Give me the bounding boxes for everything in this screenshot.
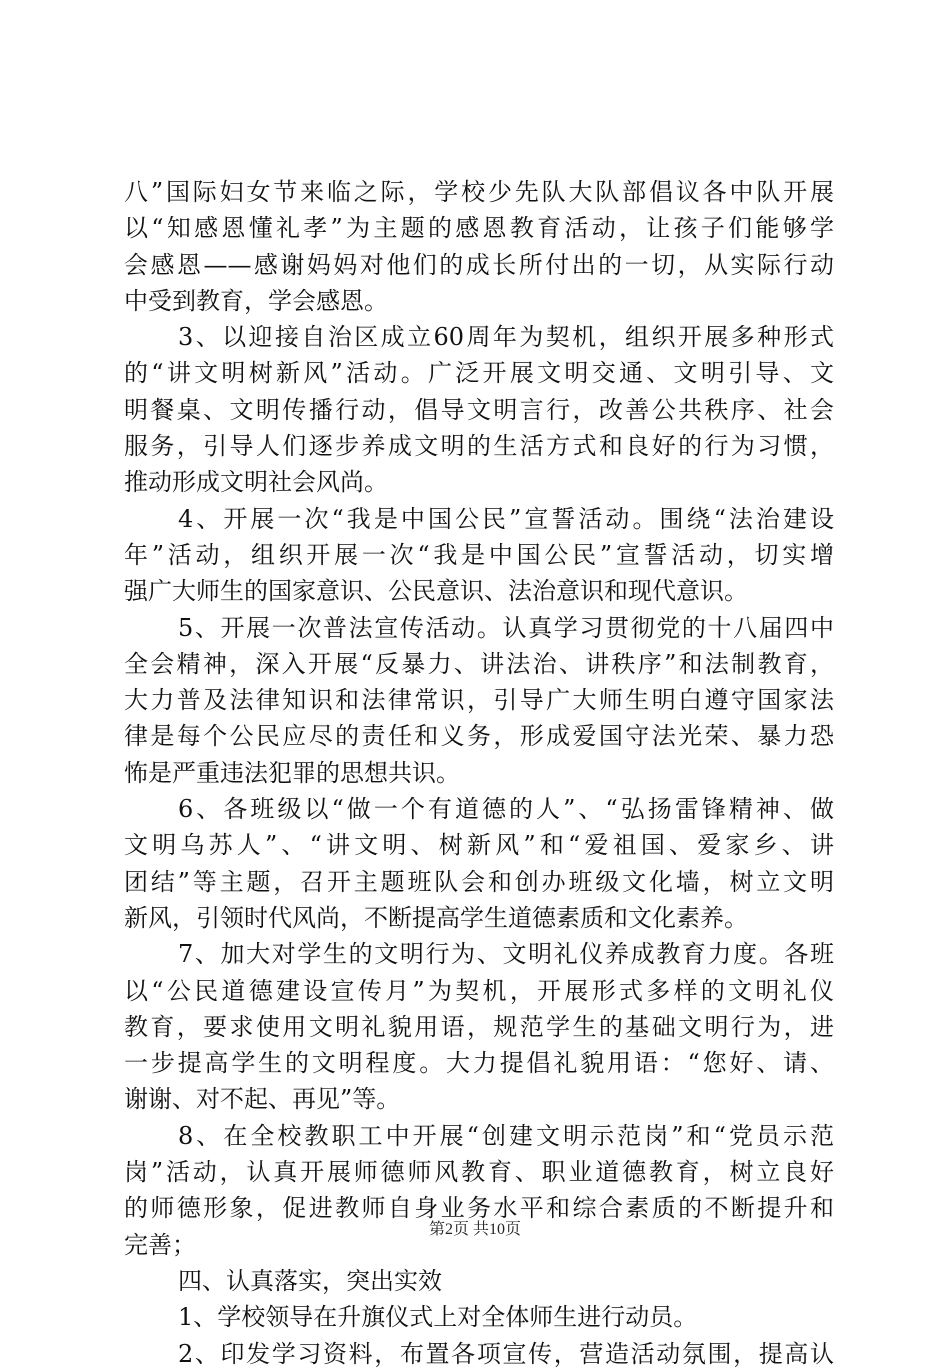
paragraph-start-line: 5、开展一次普法宣传活动。认真学习贯彻党的十八届四中: [178, 613, 834, 642]
text-line: 年”活动，组织开展一次“我是中国公民”宣誓活动，切实增: [124, 540, 834, 569]
paragraph-start-line: 1、学校领导在升旗仪式上对全体师生进行动员。: [178, 1303, 698, 1332]
text-line: 以“知感恩懂礼孝”为主题的感恩教育活动，让孩子们能够学: [124, 214, 834, 243]
text-line: 全会精神，深入开展“反暴力、讲法治、讲秩序”和法制教育，: [124, 649, 834, 678]
text-line: 的师德形象，促进教师自身业务水平和综合素质的不断提升和: [124, 1194, 834, 1223]
text-line: 中受到教育，学会感恩。: [124, 286, 388, 315]
paragraph-start-line: 8、在全校教职工中开展“创建文明示范岗”和“党员示范: [178, 1121, 834, 1150]
document-body: [124, 174, 834, 1372]
paragraph-start-line: 6、各班级以“做一个有道德的人”、“弘扬雷锋精神、做: [178, 795, 834, 824]
text-line: 推动形成文明社会风尚。: [124, 468, 388, 497]
text-line: 岗”活动，认真开展师德师风教育、职业道德教育，树立良好: [124, 1158, 834, 1187]
paragraph-start-line: 7、加大对学生的文明行为、文明礼仪养成教育力度。各班: [178, 940, 834, 969]
text-line: 怖是严重违法犯罪的思想共识。: [124, 758, 460, 787]
text-line: 一步提高学生的文明程度。大力提倡礼貌用语：“您好、请、: [124, 1049, 834, 1078]
text-line: 律是每个公民应尽的责任和义务，形成爱国守法光荣、暴力恐: [124, 722, 834, 751]
section-heading: 四、认真落实，突出实效: [178, 1266, 442, 1295]
text-line: 服务，引导人们逐步养成文明的生活方式和良好的行为习惯，: [124, 432, 834, 461]
text-line: 教育，要求使用文明礼貌用语，规范学生的基础文明行为，进: [124, 1012, 834, 1041]
text-line: 完善；: [124, 1230, 196, 1259]
text-line: 新风，引领时代风尚，不断提高学生道德素质和文化素养。: [124, 903, 748, 932]
paragraph-start-line: 4、开展一次“我是中国公民”宣誓活动。围绕“法治建设: [178, 504, 834, 533]
text-line: 八”国际妇女节来临之际，学校少先队大队部倡议各中队开展: [124, 178, 834, 206]
page-number-footer: 第2页 共10页: [428, 1221, 521, 1238]
text-line: 的“讲文明树新风”活动。广泛开展文明交通、文明引导、文: [124, 359, 834, 388]
text-line: 团结”等主题，召开主题班队会和创办班级文化墙，树立文明: [124, 867, 834, 896]
text-line: 大力普及法律知识和法律常识，引导广大师生明白遵守国家法: [124, 686, 834, 715]
text-line: 以“公民道德建设宣传月”为契机，开展形式多样的文明礼仪: [124, 976, 834, 1005]
text-line: 明餐桌、文明传播行动，倡导文明言行，改善公共秩序、社会: [124, 395, 834, 424]
text-line: 谢谢、对不起、再见”等。: [124, 1085, 401, 1114]
text-line: 会感恩——感谢妈妈对他们的成长所付出的一切，从实际行动: [124, 250, 834, 279]
paragraph-start-line: 3、以迎接自治区成立60周年为契机，组织开展多种形式: [178, 323, 834, 352]
paragraph-start-line: 2、印发学习资料，布置各项宣传，营造活动氛围，提高认: [178, 1339, 834, 1368]
text-line: 强广大师生的国家意识、公民意识、法治意识和现代意识。: [124, 577, 748, 606]
text-line: 文明乌苏人”、“讲文明、树新风”和“爱祖国、爱家乡、讲: [124, 831, 834, 860]
